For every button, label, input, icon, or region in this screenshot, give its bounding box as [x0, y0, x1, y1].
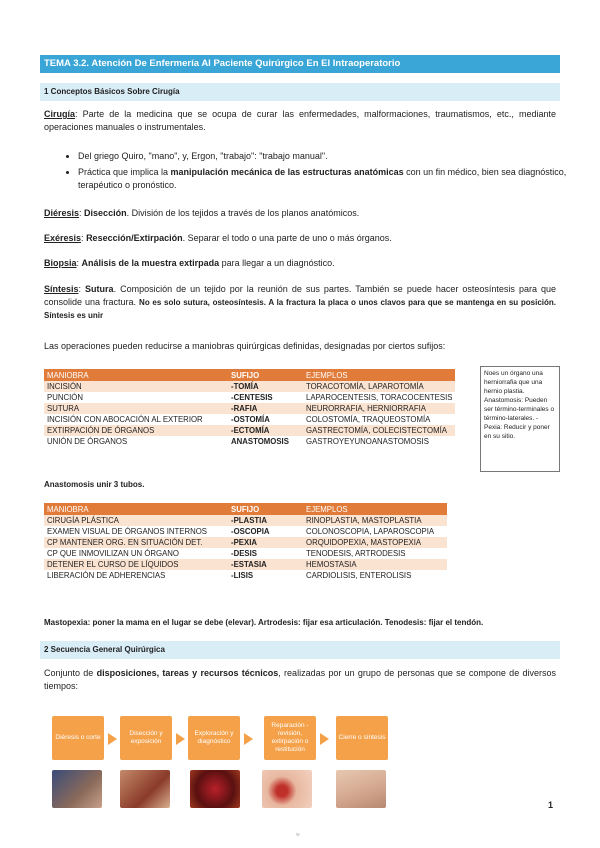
table-row — [44, 436, 455, 447]
table-cell: DETENER EL CURSO DE LÍQUIDOS — [44, 559, 228, 570]
exeresis-definition: . Separar el todo o una parte de uno o más órganos. — [182, 233, 392, 243]
flow-arrow-icon — [108, 733, 117, 745]
table-cell: TORACOTOMÍA, LAPAROTOMÍA — [303, 381, 455, 392]
table-cell: -RAFIA — [228, 403, 303, 414]
table-cell: TENODESIS, ARTRODESIS — [303, 548, 447, 559]
table-cell: RINOPLASTIA, MASTOPLASTIA — [303, 515, 447, 526]
biopsia-paragraph: Biopsia: Análisis de la muestra extirpada para llegar a un diagnóstico. — [44, 258, 335, 268]
page-title: TEMA 3.2. Atención De Enfermería Al Paciente Quirúrgico En El Intraoperatorio — [40, 55, 560, 73]
flow-step-5: Cierre o síntesis — [336, 716, 388, 760]
table-cell: ANASTOMOSIS — [228, 436, 303, 447]
table-row — [44, 548, 447, 559]
flow-arrow-icon — [320, 733, 329, 745]
table-cell: LAPAROCENTESIS, TORACOCENTESIS — [303, 392, 455, 403]
section-heading-2: 2 Secuencia General Quirúrgica — [40, 641, 560, 659]
secuencia-paragraph — [44, 667, 556, 693]
table-cell: UNIÓN DE ÓRGANOS — [44, 436, 228, 447]
side-note: Noes un órgano una herniorrafia que una hernio plastia. Anastomosis: Pueden ser término-terminales o término-laterales. -Pexia: Reducir y poner en su sitio. — [480, 366, 560, 472]
flow-step-4: Reparación - revisión, extirpación o restitución — [264, 716, 316, 760]
table-header-row — [44, 369, 455, 381]
table-row — [44, 526, 447, 537]
table-cell: CP QUE INMOVILIZAN UN ÓRGANO — [44, 548, 228, 559]
secuencia-bold: disposiciones, tareas y recursos técnicos — [96, 668, 279, 678]
exeresis-bold: Resección/Extirpación — [86, 233, 183, 243]
exeresis-paragraph: Exéresis: Resección/Extirpación. Separar el todo o una parte de uno o más órganos. — [44, 233, 392, 243]
table-cell: INCISIÓN — [44, 381, 228, 392]
bullet-text: Del griego Quiro, "mano", y, Ergon, "trabajo": "trabajo manual". — [78, 151, 328, 161]
table-cell: -OSCOPIA — [228, 526, 303, 537]
dieresis-term: Diéresis — [44, 208, 80, 218]
flow-step-1: Diéresis o corte — [52, 716, 104, 760]
table-cell: CP MANTENER ORG. EN SITUACIÓN DET. — [44, 537, 228, 548]
bullet-item — [78, 166, 578, 192]
mastopexia-note: Mastopexia: poner la mama en el lugar se debe (elevar). Artrodesis: fijar esa articulación. Tenodesis: fijar el tendón. — [44, 618, 484, 627]
bullet-item — [78, 150, 578, 163]
secuencia-text: , realizadas por un grupo de personas que se compone de diversos tiempos: — [44, 668, 556, 691]
table-header-cell: SUFIJO — [228, 369, 303, 381]
table-cell: -ESTASIA — [228, 559, 303, 570]
table-cell: PUNCIÓN — [44, 392, 228, 403]
flow-arrow-icon — [176, 733, 185, 745]
table-cell: -LISIS — [228, 570, 303, 581]
suffix-table-1 — [44, 369, 455, 447]
table-row — [44, 403, 455, 414]
table-cell: -CENTESIS — [228, 392, 303, 403]
anastomosis-note: Anastomosis unir 3 tubos. — [44, 480, 145, 489]
table-cell: NEURORRAFIA, HERNIORRAFIA — [303, 403, 455, 414]
table-row — [44, 381, 455, 392]
surgery-photo-repair — [262, 770, 312, 808]
table-cell: INCISIÓN CON ABOCACIÓN AL EXTERIOR — [44, 414, 228, 425]
sintesis-paragraph: Síntesis: Sutura. Composición de un tejido por la reunión de sus partes. También se puede hacer osteosíntesis para que consolide una fractura. No es solo sutura, osteosíntesis. A la fractura la placa o unos clavos para que se mantenga en su posición. Síntesis es unir — [44, 284, 556, 320]
table-header-cell: SUFIJO — [228, 503, 303, 515]
cirugia-term: Cirugía — [44, 109, 76, 119]
sintesis-bold: Sutura — [85, 284, 114, 294]
table-cell: COLONOSCOPIA, LAPAROSCOPIA — [303, 526, 447, 537]
table-cell: COLOSTOMÍA, TRAQUEOSTOMÍA — [303, 414, 455, 425]
secuencia-text: Conjunto de — [44, 668, 97, 678]
dieresis-paragraph: Diéresis: Disección. División de los tejidos a través de los planos anatómicos. — [44, 208, 360, 218]
exeresis-term: Exéresis — [44, 233, 82, 243]
cirugia-paragraph — [44, 108, 556, 134]
flow-arrow-icon — [244, 733, 253, 745]
table-cell: GASTROYEYUNOANASTOMOSIS — [303, 436, 455, 447]
surgery-photo-incision — [52, 770, 102, 808]
flow-step-2: Disección y exposición — [120, 716, 172, 760]
bullet-bold: manipulación mecánica de las estructuras anatómicas — [170, 167, 404, 177]
cirugia-bullets — [58, 150, 578, 195]
table-cell: HEMOSTASIA — [303, 559, 447, 570]
dieresis-bold: Disección — [84, 208, 127, 218]
table-row — [44, 559, 447, 570]
page-number: 1 — [548, 800, 554, 810]
flow-step-3: Exploración y diagnóstico — [188, 716, 240, 760]
table-cell: EXTIRPACIÓN DE ÓRGANOS — [44, 425, 228, 436]
table-cell: CARDIOLISIS, ENTEROLISIS — [303, 570, 447, 581]
table-cell: -PLASTIA — [228, 515, 303, 526]
table-cell: SUTURA — [44, 403, 228, 414]
table-cell: -DESIS — [228, 548, 303, 559]
bullet-text: Práctica que implica la — [78, 167, 171, 177]
dieresis-definition: . División de los tejidos a través de los planos anatómicos. — [126, 208, 360, 218]
table-cell: ORQUIDOPEXIA, MASTOPEXIA — [303, 537, 447, 548]
biopsia-definition: para llegar a un diagnóstico. — [219, 258, 335, 268]
table-cell: GASTRECTOMÍA, COLECISTECTOMÍA — [303, 425, 455, 436]
operaciones-intro: Las operaciones pueden reducirse a maniobras quirúrgicas definidas, designadas por ciertos sufijos: — [44, 341, 446, 351]
table-row — [44, 414, 455, 425]
footer-mark: w — [296, 832, 300, 838]
bullet-text: con un fin médico, bien sea diagnóstico, terapéutico o pronóstico. — [78, 167, 567, 190]
table-header-cell: EJEMPLOS — [303, 503, 447, 515]
suffix-table-2 — [44, 503, 447, 581]
surgery-photo-dissection — [120, 770, 170, 808]
cirugia-definition: : Parte de la medicina que se ocupa de curar las enfermedades, malformaciones, traumatismos, etc., mediante operaciones manuales o instrumentales. — [44, 109, 556, 132]
table-row — [44, 425, 455, 436]
surgery-photo-exploration — [190, 770, 240, 808]
sintesis-note: No es solo sutura, osteosíntesis. A la fractura la placa o unos clavos para que se mantenga en su posición. Síntesis es unir — [44, 298, 556, 320]
table-cell: -OSTOMÍA — [228, 414, 303, 425]
surgery-photo-closure — [336, 770, 386, 808]
table-header-cell: MANIOBRA — [44, 503, 228, 515]
table-row — [44, 570, 447, 581]
table-row — [44, 392, 455, 403]
table-header-cell: EJEMPLOS — [303, 369, 455, 381]
table-cell: EXAMEN VISUAL DE ÓRGANOS INTERNOS — [44, 526, 228, 537]
table-cell: CIRUGÍA PLÁSTICA — [44, 515, 228, 526]
table-cell: LIBERACIÓN DE ADHERENCIAS — [44, 570, 228, 581]
table-header-cell: MANIOBRA — [44, 369, 228, 381]
table-cell: -TOMÍA — [228, 381, 303, 392]
table-cell: -PEXIA — [228, 537, 303, 548]
sintesis-definition: . Composición de un tejido por la reunión de sus partes. También se puede hacer osteosíntesis para que consolide una fractura. — [44, 284, 556, 307]
table-row — [44, 537, 447, 548]
biopsia-bold: Análisis de la muestra extirpada — [81, 258, 220, 268]
table-header-row — [44, 503, 447, 515]
sintesis-term: Síntesis — [44, 284, 79, 294]
section-heading-1: 1 Conceptos Básicos Sobre Cirugía — [40, 83, 560, 101]
table-cell: -ECTOMÍA — [228, 425, 303, 436]
biopsia-term: Biopsia — [44, 258, 77, 268]
table-row — [44, 515, 447, 526]
